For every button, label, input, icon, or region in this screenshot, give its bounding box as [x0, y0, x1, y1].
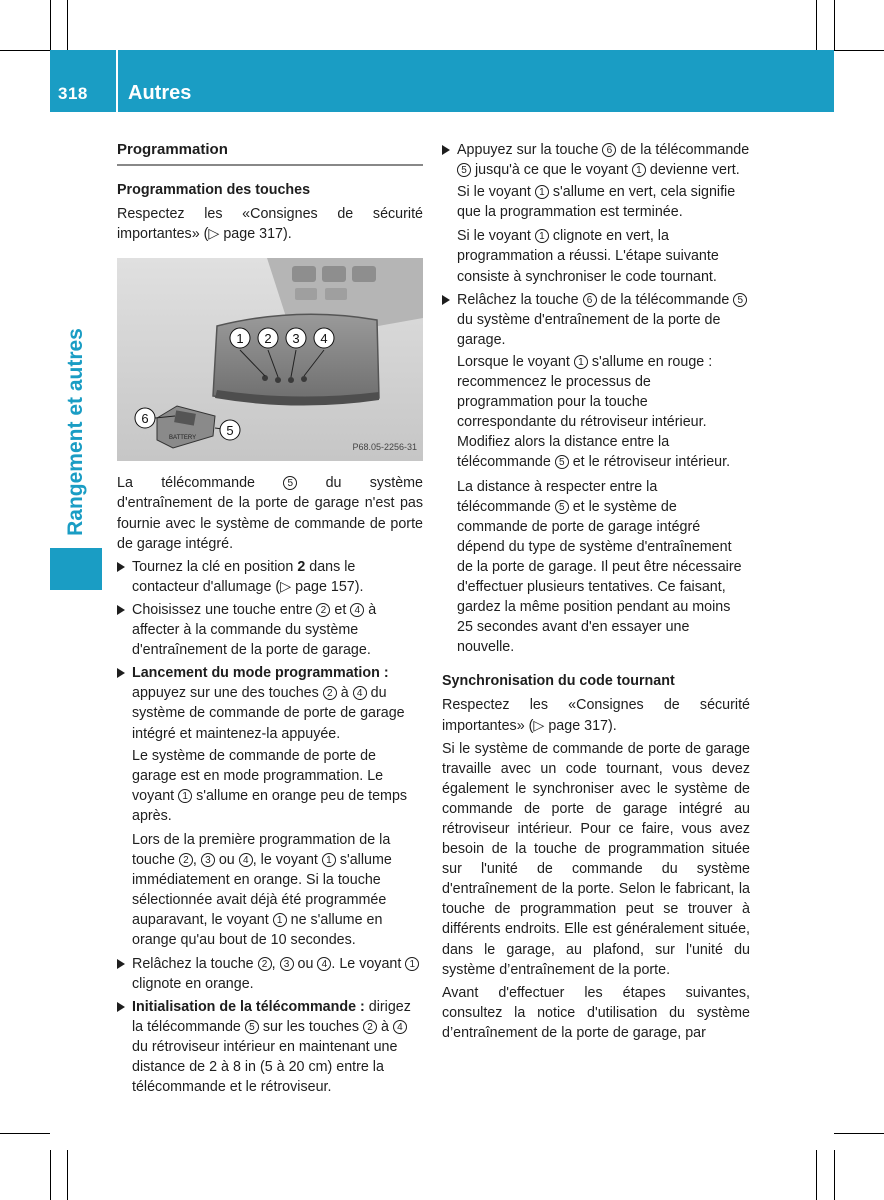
crop-mark — [50, 1150, 51, 1200]
crop-mark — [50, 0, 51, 50]
callout-2: 2 — [264, 331, 272, 347]
side-tab-marker — [50, 548, 102, 590]
step-note: Lorsque le voyant 1 s'allume en rouge : recommencez le processus de programmation pour la touche correspondante du rétroviseur intérieur. Modifiez alors la distance entre la télécommande 5 et le rétroviseur intérieur. — [457, 353, 731, 471]
step-arrow-icon — [442, 295, 450, 305]
instruction-step: Choisissez une touche entre 2 et 4 à affecter à la commande du système d'entraînement de la porte de garage. — [117, 600, 423, 660]
callout-4: 4 — [320, 331, 328, 347]
step-arrow-icon — [117, 668, 125, 678]
step-arrow-icon — [117, 605, 125, 615]
side-tab-label: Rangement et autres — [64, 328, 87, 536]
crop-mark — [67, 0, 68, 50]
paragraph: Avant d'effectuer les étapes suivantes, consultez la notice d'utilisation du système d’entraînement de la porte de garage, par — [442, 984, 750, 1041]
crop-mark — [834, 1150, 835, 1200]
crop-mark — [834, 0, 835, 50]
step-arrow-icon — [442, 145, 450, 155]
crop-mark — [816, 0, 817, 50]
instruction-step: Tournez la clé en position 2 dans le contacteur d'allumage (▷ page 157). — [117, 557, 423, 597]
page-number: 318 — [58, 84, 88, 103]
crop-mark — [0, 50, 50, 51]
callout-6: 6 — [141, 411, 149, 427]
step-note: Si le voyant 1 s'allume en vert, cela signifie que la programmation est terminée. — [457, 184, 736, 221]
crop-mark — [834, 1133, 884, 1134]
step-arrow-icon — [117, 562, 125, 572]
figure-code: P68.05-2256-31 — [352, 442, 417, 453]
remote-label: BATTERY — [169, 435, 197, 442]
right-column — [442, 140, 750, 1046]
mirror-figure — [117, 258, 423, 461]
paragraph: Si le système de commande de porte de garage travaille avec un code tournant, vous devez également le synchroniser avec le système de commande de porte de garage intégré au rétroviseur intérieur. Pour ce faire, vous avez besoin de la touche de programmation située sur l'unité de commande du système d'entraînement de la porte. Selon le fabricant, la touche de programmation peut se trouver à différents endroits. Elle est généralement située, dans le garage, au plafond, sur l'unité du système d’entraînement de la porte. — [442, 740, 750, 978]
subsection-heading: Programmation des touches — [117, 182, 311, 199]
crop-mark — [0, 1133, 50, 1134]
instruction-step: Relâchez la touche 6 de la télécommande 5 du système d'entraînement de la porte de garage. Lorsque le voyant 1 s'allume en rouge : recommencez le processus de programmation pour la touche correspondante du rétroviseur intérieur. Modifiez alors la distance entre la télécommande 5 et le rétroviseur intérieur. La distance à respecter entre la télécommande 5 et le système de commande de porte de garage intégré dépend du type de système d'entraînement de la porte de garage. Il peut être nécessaire d'effectuer plusieurs tentatives. Ce faisant, gardez la même position pendant au moins 25 secondes avant d'en essayer une nouvelle. — [442, 290, 750, 658]
crop-mark — [834, 50, 884, 51]
subsection-heading: Synchronisation du code tournant — [442, 673, 675, 690]
instruction-step: Relâchez la touche 2 , 3 ou 4 . Le voyant 1 clignote en orange. — [117, 954, 423, 994]
left-column — [117, 140, 423, 1100]
paragraph: Respectez les «Consignes de sécurité importantes» (▷ page 317). — [442, 697, 750, 734]
paragraph: La télécommande 5 du système d'entraînement de la porte de garage n'est pas fournie avec le système de commande de porte de garage intégré. — [117, 475, 424, 552]
instruction-step: Lancement du mode programmation : appuyez sur une des touches 2 à 4 du système de commande de porte de garage intégré et maintenez-la appuyée. Le système de commande de porte de garage est en mode programmation. Le voyant 1 s'allume en orange peu de temps après. Lors de la première programmation de la touche 2 , 3 ou 4 , le voyant 1 s'allume immédiatement en orange. Si la touche sélectionnée avait déjà été programmée auparavant, le voyant 1 ne s'allume en orange qu'au bout de 10 secondes. — [117, 663, 423, 950]
callout-1: 1 — [236, 331, 244, 347]
step-arrow-icon — [117, 1002, 125, 1012]
crop-mark — [67, 1150, 68, 1200]
instruction-step: Initialisation de la télécommande : dirigez la télécommande 5 sur les touches 2 à 4 du rétroviseur intérieur en maintenant une distance de 2 à 8 in (5 à 20 cm) entre la télécommande et le rétroviseur. — [117, 997, 423, 1097]
step-arrow-icon — [117, 959, 125, 969]
section-heading: Programmation — [117, 140, 423, 166]
intro-text: Respectez les «Consignes de sécurité importantes» (▷ page 317). — [117, 206, 423, 243]
header-divider — [116, 50, 118, 112]
callout-5: 5 — [226, 423, 234, 439]
crop-mark — [816, 1150, 817, 1200]
mirror-illustration — [117, 258, 423, 461]
step-note: La distance à respecter entre la télécommande 5 et le système de commande de porte de garage intégré dépend du type de système d'entraînement de la porte de garage. Il peut être nécessaire d'effectuer plusieurs tentatives. Ce faisant, gardez la même position pendant au moins 25 secondes avant d'en essayer une nouvelle. — [457, 478, 742, 656]
step-note: Le système de commande de porte de garage est en mode programmation. Le voyant 1 s'allume en orange peu de temps après. — [132, 747, 408, 824]
chapter-title: Autres — [128, 82, 192, 104]
callout-ref-5: 5 — [283, 476, 297, 490]
callout-3: 3 — [292, 331, 300, 347]
step-note: Si le voyant 1 clignote en vert, la programmation a réussi. L'étape suivante consiste à synchroniser le code tournant. — [457, 228, 719, 285]
instruction-step: Appuyez sur la touche 6 de la télécommande 5 jusqu'à ce que le voyant 1 devienne vert. Si le voyant 1 s'allume en vert, cela signifie que la programmation est terminée. Si le voyant 1 clignote en vert, la programmation a réussi. L'étape suivante consiste à synchroniser le code tournant. — [442, 140, 750, 287]
step-note: Lors de la première programmation de la touche 2 , 3 ou 4 , le voyant 1 s'allume immédiatement en orange. Si la touche sélectionnée avait déjà été programmée auparavant, le voyant 1 ne s'allume en orange qu'au bout de 10 secondes. — [132, 831, 392, 949]
